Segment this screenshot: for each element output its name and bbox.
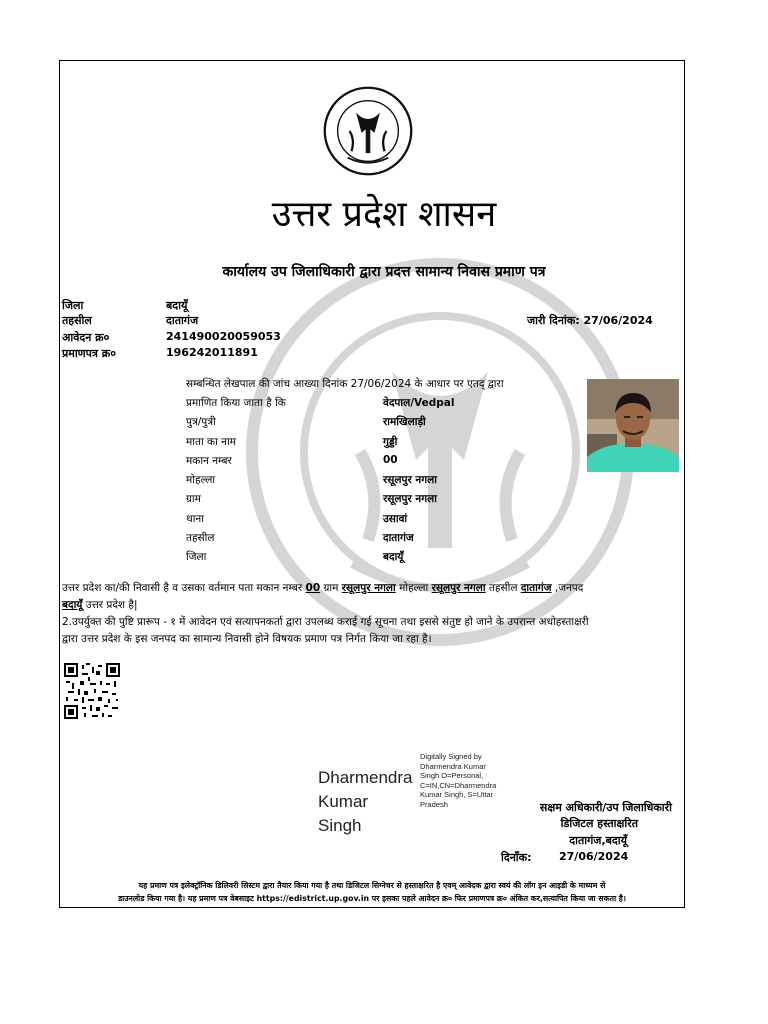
officer-date: 27/06/2024 <box>559 850 629 863</box>
paragraph-text: तहसील <box>485 582 521 594</box>
field-value: गुड्डी <box>383 436 398 448</box>
footer-line: डाउनलोड किया गया है। यह प्रमाण पत्र वेबसाइट https://edistrict.up.gov.in पर इसका पहले आवेदन क्र० फिर प्रमाणपत्र क्र० अंकित कर,सत्यापित किया जा सकता है। <box>118 894 626 903</box>
footer-note <box>62 879 682 905</box>
detail-label: तहसील <box>62 314 92 327</box>
signer-name-line: Singh <box>318 816 362 835</box>
field-label: प्रमाणित किया जाता है कि <box>186 397 286 409</box>
officer-date-label: दिनाँक: <box>501 851 532 864</box>
confirmation-line-2: द्वारा उत्तर प्रदेश के इस जनपद का सामान्य निवासी होने विषयक प्रमाण पत्र निर्गत किया जा रहा है। <box>62 633 432 645</box>
paragraph-text: उत्तर प्रदेश का/की निवासी है व उसका वर्तमान पता मकान नम्बर <box>62 582 306 594</box>
signature-detail-line: Dharmendra Kumar <box>420 761 486 771</box>
field-label: माता का नाम <box>186 436 236 448</box>
field-label: ग्राम <box>186 493 201 505</box>
page-title: उत्तर प्रदेश शासन <box>271 194 497 235</box>
field-value: रसूलपुर नगला <box>383 493 438 505</box>
detail-value: 196242011891 <box>166 346 258 359</box>
field-label: तहसील <box>186 532 215 544</box>
digital-signature-name <box>318 766 413 838</box>
field-label: मकान नम्बर <box>186 455 232 467</box>
field-value: उसावां <box>383 513 408 525</box>
issue-date: जारी दिनांक: 27/06/2024 <box>527 314 653 327</box>
mohalla-name: रसूलपुर नगला <box>431 582 486 594</box>
certificate-subtitle: कार्यालय उप जिलाधिकारी द्वारा प्रदत्त सामान्य निवास प्रमाण पत्र <box>222 264 546 280</box>
field-value: बदायूँ <box>383 551 404 563</box>
intro-line: सम्बन्धित लेखपाल की जांच आख्या दिनांक 27/06/2024 के आधार पर एतद् द्वारा <box>186 378 504 390</box>
detail-value: बदायूँ <box>166 299 188 312</box>
signature-detail-line: Singh O=Personal, <box>420 771 484 780</box>
up-emblem-icon <box>322 85 414 177</box>
signer-name-line: Dharmendra <box>318 768 413 787</box>
footer-line: यह प्रमाण पत्र इलेक्ट्रॉनिक डिलिवरी सिस्टम द्वारा तैयार किया गया है तथा डिजिटल सिग्नेचर से हस्ताक्षरित है एवम् आवेदक द्वारा स्वयं की लॉग इन आइडी के माध्यम से <box>138 881 606 890</box>
detail-label: जिला <box>62 299 84 312</box>
applicant-photo <box>587 379 679 472</box>
signature-detail-line: Pradesh <box>420 799 448 809</box>
detail-value: दातागंज <box>166 314 199 327</box>
residence-paragraph <box>62 580 682 614</box>
house-number: 00 <box>305 582 321 594</box>
detail-label: आवेदन क्र० <box>62 331 110 344</box>
field-label: पुत्र/पुत्री <box>186 416 216 428</box>
district-name: बदायूँ <box>62 599 83 611</box>
field-value: रसूलपुर नगला <box>383 474 438 486</box>
village-name: रसूलपुर नगला <box>341 582 396 594</box>
officer-digital-signed: डिजिटल हस्ताक्षरित <box>560 817 638 830</box>
paragraph-text: ग्राम <box>320 582 342 594</box>
officer-location: दातागंज,बदायूँ <box>569 834 627 847</box>
field-value: दातागंज <box>383 532 414 544</box>
paragraph-text: मोहल्ला <box>395 582 432 594</box>
qr-code-icon[interactable] <box>64 663 120 719</box>
detail-label: प्रमाणपत्र क्र० <box>62 347 116 360</box>
field-value: वेदपाल/Vedpal <box>383 397 455 409</box>
signature-detail-line: C=IN,CN=Dharmendra <box>420 780 497 790</box>
field-label: जिला <box>186 551 207 563</box>
field-label: मोहल्ला <box>186 474 216 486</box>
tehsil-name: दातागंज <box>520 582 552 594</box>
signature-detail-line: Kumar Singh, S=Uttar <box>420 790 494 799</box>
paragraph-text: उत्तर प्रदेश है| <box>82 599 138 611</box>
paragraph-text: ,जनपद <box>551 582 584 594</box>
confirmation-line-1: 2.उपर्युक्त की पुष्टि प्रारूप - १ में आवेदन एवं सत्यापनकर्ता द्वारा उपलब्ध कराई गई सूचना तथा इससे संतुष्ट हो जाने के उपरान्त अधोहस्ताक्षरी <box>62 616 589 628</box>
field-label: थाना <box>186 513 204 525</box>
field-value: रामखिलाड़ी <box>383 416 426 428</box>
field-value: 00 <box>383 454 398 466</box>
signature-detail-line: Digitally Signed by <box>420 752 482 761</box>
signer-name-line: Kumar <box>318 792 369 811</box>
detail-value: 241490020059053 <box>166 330 281 343</box>
officer-designation: सक्षम अधिकारी/उप जिलाधिकारी <box>539 801 672 814</box>
